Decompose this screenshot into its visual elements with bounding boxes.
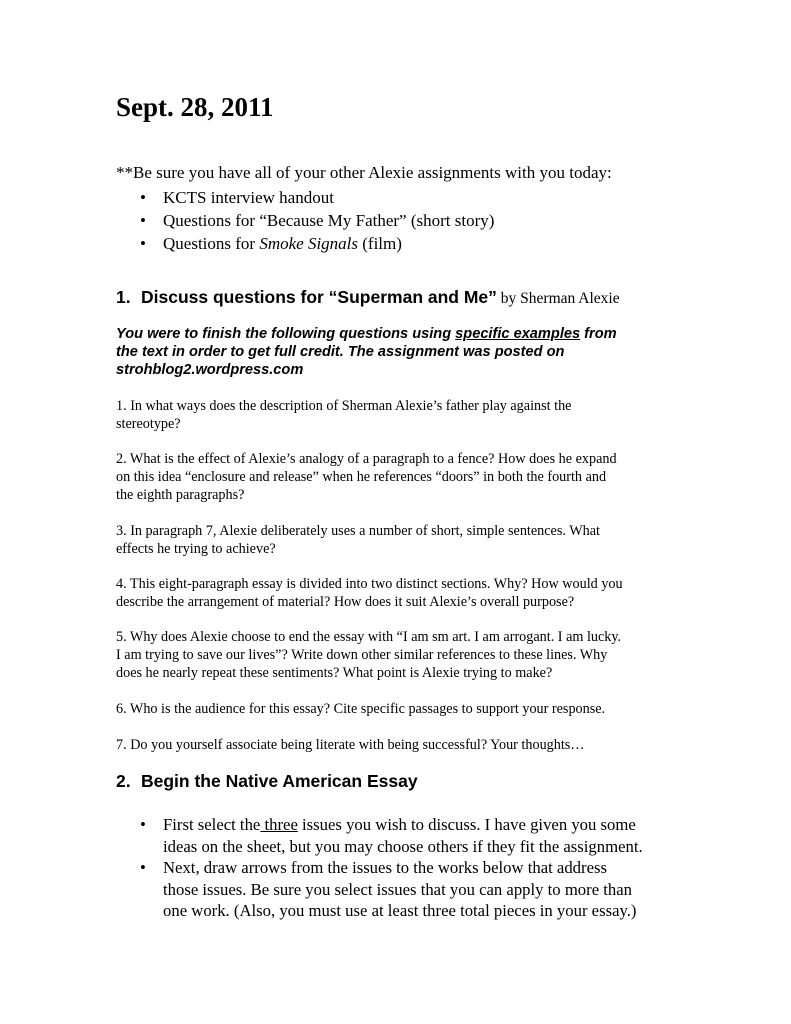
question-line: 3. In paragraph 7, Alexie deliberately uses a number of short, simple sentences. What: [116, 523, 600, 539]
instructions-line-3: strohblog2.wordpress.com: [116, 362, 304, 378]
reminder-item-smoke-signals-before: Questions for: [163, 234, 260, 253]
question-line: on this idea “enclosure and release” when he references “doors” in both the fourth and: [116, 469, 607, 485]
bullet-icon: •: [140, 188, 146, 207]
page-title: Sept. 28, 2011: [116, 92, 274, 122]
question-line: 7. Do you yourself associate being literate with being successful? Your thoughts…: [116, 737, 585, 753]
list-item: [140, 232, 494, 255]
question-7: [116, 736, 585, 754]
reminder-item-because-my-father: Questions for “Because My Father” (short story): [163, 211, 495, 230]
list-item: [140, 186, 494, 209]
bullet-icon: •: [140, 234, 146, 253]
question-line: 5. Why does Alexie choose to end the essay with “I am sm art. I am arrogant. I am lucky.: [116, 629, 622, 645]
bullet-icon: •: [140, 211, 146, 230]
essay-steps-list: [140, 814, 643, 922]
question-5: [116, 628, 621, 682]
question-line: 2. What is the effect of Alexie’s analogy of a paragraph to a fence? How does he expand: [116, 451, 617, 467]
question-line: stereotype?: [116, 416, 181, 432]
step-2-line-1: Next, draw arrows from the issues to the works below that address: [163, 858, 607, 877]
question-line: the eighth paragraphs?: [116, 487, 245, 503]
question-6: [116, 700, 605, 718]
question-3: [116, 522, 600, 558]
step-1-text-cont: issues you wish to discuss. I have given you some: [297, 815, 636, 834]
question-line: describe the arrangement of material? How does it suit Alexie’s overall purpose?: [116, 594, 575, 610]
step-1-underlined: three: [260, 815, 298, 834]
section-byline: by Sherman Alexie: [496, 290, 620, 307]
question-2: [116, 450, 617, 504]
section-number: 1.: [116, 287, 131, 307]
reminder-list: [140, 186, 494, 255]
instructions: [116, 325, 617, 379]
section-2-heading: [116, 771, 418, 792]
reminder-text: **Be sure you have all of your other Alexie assignments with you today:: [116, 163, 612, 182]
question-4: [116, 575, 623, 611]
instructions-line-1b: from: [580, 326, 617, 342]
instructions-line-2: the text in order to get full credit. The assignment was posted on: [116, 344, 565, 360]
step-1-text: First select the: [163, 815, 261, 834]
section-number: 2.: [116, 771, 131, 791]
question-line: effects he trying to achieve?: [116, 541, 276, 557]
section-1-heading: [116, 287, 620, 308]
list-item: [140, 814, 643, 857]
question-line: 6. Who is the audience for this essay? Cite specific passages to support your response.: [116, 701, 606, 717]
section-title: Discuss questions for “Superman and Me”: [141, 287, 497, 307]
step-2-line-3: one work. (Also, you must use at least three total pieces in your essay.): [163, 901, 637, 920]
list-item: [140, 209, 494, 232]
question-line: I am trying to save our lives”? Write down other similar references to these lines. Why: [116, 647, 608, 663]
film-title: Smoke Signals: [259, 234, 359, 253]
section-title: Begin the Native American Essay: [141, 771, 418, 791]
bullet-icon: •: [140, 858, 146, 877]
question-line: does he nearly repeat these sentiments? What point is Alexie trying to make?: [116, 665, 553, 681]
list-item: [140, 857, 643, 922]
question-line: 1. In what ways does the description of Sherman Alexie’s father play against the: [116, 398, 572, 414]
question-1: [116, 397, 571, 433]
instructions-line-1a: You were to finish the following questions using: [116, 326, 456, 342]
reminder-item-smoke-signals-after: (film): [358, 234, 402, 253]
step-2-line-2: those issues. Be sure you select issues that you can apply to more than: [163, 879, 633, 899]
reminder-item-kcts: KCTS interview handout: [163, 188, 334, 207]
question-line: 4. This eight-paragraph essay is divided into two distinct sections. Why? How would you: [116, 576, 623, 592]
bullet-icon: •: [140, 815, 146, 834]
step-1-line-2: ideas on the sheet, but you may choose others if they fit the assignment.: [163, 836, 643, 856]
instructions-underlined: specific examples: [455, 326, 581, 342]
